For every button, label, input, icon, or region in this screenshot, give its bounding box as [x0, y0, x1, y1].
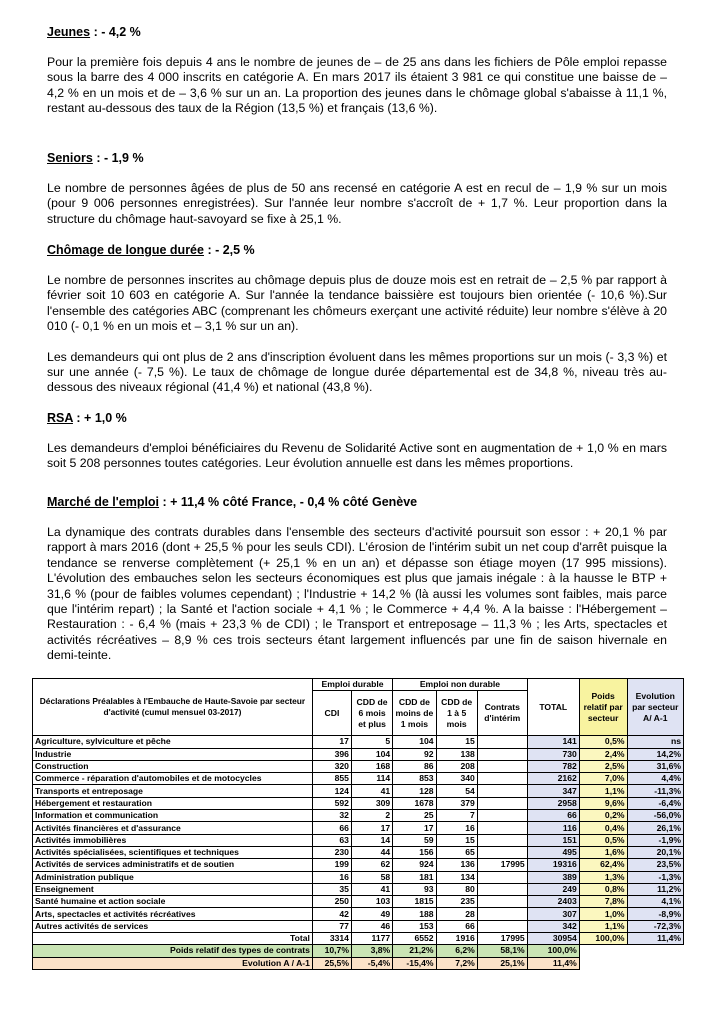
cell-cdd15: 28	[436, 908, 477, 920]
section-seniors	[47, 150, 667, 227]
cell-cdd1: 17	[393, 822, 436, 834]
cell-cdd15: 66	[436, 920, 477, 932]
cell-total: 141	[527, 736, 579, 748]
cell-poids: 1,3%	[579, 871, 627, 883]
section-heading: Marché de l'emploi : + 11,4 % côté France, - 0,4 % côté Genève	[47, 495, 418, 509]
table-row	[33, 736, 684, 748]
poids-label: Poids relatif des types de contrats	[33, 945, 313, 957]
cell-cdd1: 86	[393, 760, 436, 772]
cell-cdd15: 235	[436, 896, 477, 908]
cell-cdd6: 14	[351, 834, 392, 846]
cell-interim	[477, 846, 527, 858]
cell-cdd15: 15	[436, 736, 477, 748]
sector-label: Autres activités de services	[33, 920, 313, 932]
cell-cdd1: 104	[393, 736, 436, 748]
cell-total: 66	[527, 810, 579, 822]
cell-cdd15: 340	[436, 773, 477, 785]
cell-cdi: 63	[312, 834, 351, 846]
evolution-label: Evolution A / A-1	[33, 957, 313, 969]
header-cdd-moins-1-mois: CDD de moins de 1 mois	[393, 691, 436, 736]
cell-total: 116	[527, 822, 579, 834]
total-cdi: 3314	[312, 933, 351, 945]
cell-cdd1: 156	[393, 846, 436, 858]
cell-evolution: 31,6%	[627, 760, 683, 772]
cell-cdd1: 59	[393, 834, 436, 846]
cell-cdd1: 188	[393, 908, 436, 920]
section-paragraph: La dynamique des contrats durables dans l'ensemble des secteurs d'activité poursuit son essor : + 20,1 % par rapport à mars 2016 (dont + 25,5 % pour les seuls CDI). L'érosion de l'intérim subit un net coup d'arrêt puisque la tendance se renverse complètement (+ 25,1 % en un an) et dépasse son étiage moyen (17 995 missions). L'évolution des embauches selon les secteurs économiques est plus que jamais inégale : à la hausse le BTP + 31,6 % (pour de faibles volumes cependant) ; l'Industrie + 14,2 % (là aussi les volumes sont faibles, mais parce que l'intérim repart) ; la Santé et l'action sociale + 4,1 % ; le Commerce + 4,4 %. A la baisse : l'Hébergement – Restauration : - 6,4 % (mais + 23,3 % de CDI) ; le Transport et entreposage – 11,3 % ; les Arts, spectacles et activités récréatives – 8,9 % ces trois secteurs étant largement influencés par une fin de saison hivernale en demi-teinte.	[47, 525, 667, 663]
table-row	[33, 810, 684, 822]
cell-interim	[477, 810, 527, 822]
table-row	[33, 871, 684, 883]
cell-poids: 0,5%	[579, 736, 627, 748]
cell-total: 2958	[527, 797, 579, 809]
cell-cdd6: 44	[351, 846, 392, 858]
cell-evolution: 20,1%	[627, 846, 683, 858]
header-cdi: CDI	[312, 691, 351, 736]
sector-label: Administration publique	[33, 871, 313, 883]
cell-cdi: 16	[312, 871, 351, 883]
cell-evolution: 11,2%	[627, 883, 683, 895]
sector-label: Hébergement et restauration	[33, 797, 313, 809]
cell-total: 151	[527, 834, 579, 846]
cell-total: 730	[527, 748, 579, 760]
table-row	[33, 773, 684, 785]
header-evolution: Evolution par secteur A/ A-1	[627, 679, 683, 736]
cell-cdi: 35	[312, 883, 351, 895]
sector-label: Enseignement	[33, 883, 313, 895]
sector-label: Activités financières et d'assurance	[33, 822, 313, 834]
cell-cdi: 42	[312, 908, 351, 920]
section-heading: RSA : + 1,0 %	[47, 411, 127, 425]
section-heading: Seniors : - 1,9 %	[47, 151, 144, 165]
table-row	[33, 748, 684, 760]
cell-interim: 17995	[477, 859, 527, 871]
sector-label: Agriculture, sylviculture et pêche	[33, 736, 313, 748]
section-chomage-longue-duree	[47, 242, 667, 396]
cell-cdd6: 168	[351, 760, 392, 772]
cell-poids: 2,5%	[579, 760, 627, 772]
cell-cdi: 124	[312, 785, 351, 797]
section-paragraph: Le nombre de personnes âgées de plus de 50 ans recensé en catégorie A est en recul de – 1,9 % sur un mois (pour 9 006 personnes enregistrées). Sur l'année leur nombre s'accroît de + 1,7 %. Leur proportion dans la structure du chômage haut-savoyard se fixe à 25,1 %.	[47, 181, 667, 226]
poids-interim: 58,1%	[477, 945, 527, 957]
evolution-cdi: 25,5%	[312, 957, 351, 969]
cell-cdd15: 208	[436, 760, 477, 772]
cell-cdd6: 17	[351, 822, 392, 834]
sector-label: Activités immobilières	[33, 834, 313, 846]
evolution-cdd6: -5,4%	[351, 957, 392, 969]
header-poids: Poids relatif par secteur	[579, 679, 627, 736]
section-heading: Jeunes : - 4,2 %	[47, 25, 141, 39]
cell-cdi: 855	[312, 773, 351, 785]
cell-interim	[477, 748, 527, 760]
section-paragraph: Le nombre de personnes inscrites au chômage depuis plus de douze mois est en retrait de – 2,5 % par rapport à février soit 10 603 en catégorie A. Sur l'année la tendance baissière est toujours bien orientée (- 10,6 %).Sur l'ensemble des catégories ABC (comprenant les chômeurs exerçant une activité réduite) leur nombre s'élève à 20 010 (- 0,1 % en un mois et – 3,1 % sur un an).	[47, 273, 667, 334]
cell-evolution: -11,3%	[627, 785, 683, 797]
cell-evolution: -72,3%	[627, 920, 683, 932]
cell-cdd6: 103	[351, 896, 392, 908]
cell-poids: 7,0%	[579, 773, 627, 785]
cell-cdd6: 114	[351, 773, 392, 785]
evolution-cdd15: 7,2%	[436, 957, 477, 969]
cell-cdi: 250	[312, 896, 351, 908]
cell-cdd1: 1815	[393, 896, 436, 908]
cell-evolution: -8,9%	[627, 908, 683, 920]
cell-cdd15: 7	[436, 810, 477, 822]
cell-total: 19316	[527, 859, 579, 871]
cell-total: 2162	[527, 773, 579, 785]
total-evolution: 11,4%	[627, 933, 683, 945]
cell-interim	[477, 760, 527, 772]
cell-poids: 1,6%	[579, 846, 627, 858]
sector-label: Construction	[33, 760, 313, 772]
cell-cdd15: 138	[436, 748, 477, 760]
empty-cell	[579, 957, 627, 969]
total-interim: 17995	[477, 933, 527, 945]
total-poids: 100,0%	[579, 933, 627, 945]
cell-evolution: 14,2%	[627, 748, 683, 760]
table-row	[33, 760, 684, 772]
header-cdd-1-5-mois: CDD de 1 à 5 mois	[436, 691, 477, 736]
table-row	[33, 920, 684, 932]
cell-interim	[477, 736, 527, 748]
header-cdd-6-mois: CDD de 6 mois et plus	[351, 691, 392, 736]
cell-cdd6: 58	[351, 871, 392, 883]
section-paragraph: Les demandeurs qui ont plus de 2 ans d'inscription évoluent dans les mêmes proportions sur un mois (- 3,3 %) et sur une année (- 7,5 %). Le taux de chômage de longue durée départemental est de 34,8 %, niveau très au-dessous des niveaux régional (41,4 %) et national (43,8 %).	[47, 349, 667, 395]
empty-cell	[627, 945, 683, 957]
sector-label: Information et communication	[33, 810, 313, 822]
section-paragraph: Pour la première fois depuis 4 ans le nombre de jeunes de – de 25 ans dans les fichiers de Pôle emploi repasse sous la barre des 4 000 inscrits en catégorie A. En mars 2017 ils étaient 3 981 ce qui constitue une baisse de – 4,2 % en un mois et de – 3,6 % sur un an. La proportion des jeunes dans le chômage global s'abaisse à 11,1 %, restant au-dessous des taux de la Région (13,5 %) et français (13,6 %).	[47, 55, 667, 116]
cell-total: 307	[527, 908, 579, 920]
total-cdd1: 6552	[393, 933, 436, 945]
cell-cdi: 32	[312, 810, 351, 822]
cell-cdd15: 136	[436, 859, 477, 871]
cell-total: 249	[527, 883, 579, 895]
cell-poids: 9,6%	[579, 797, 627, 809]
total-row	[33, 933, 684, 945]
cell-cdd6: 41	[351, 785, 392, 797]
cell-cdd1: 853	[393, 773, 436, 785]
cell-cdd15: 379	[436, 797, 477, 809]
total-label: Total	[33, 933, 313, 945]
cell-poids: 0,4%	[579, 822, 627, 834]
cell-poids: 7,8%	[579, 896, 627, 908]
cell-cdd15: 15	[436, 834, 477, 846]
sector-label: Activités spécialisées, scientifiques et techniques	[33, 846, 313, 858]
table-row	[33, 896, 684, 908]
total-total: 30954	[527, 933, 579, 945]
cell-evolution: 26,1%	[627, 822, 683, 834]
cell-cdd6: 49	[351, 908, 392, 920]
evolution-total: 11,4%	[527, 957, 579, 969]
cell-evolution: 4,1%	[627, 896, 683, 908]
table-row	[33, 822, 684, 834]
table-row	[33, 797, 684, 809]
cell-cdi: 66	[312, 822, 351, 834]
cell-cdd15: 80	[436, 883, 477, 895]
cell-cdd6: 46	[351, 920, 392, 932]
cell-interim	[477, 797, 527, 809]
cell-cdd6: 104	[351, 748, 392, 760]
cell-poids: 0,5%	[579, 834, 627, 846]
cell-cdd6: 309	[351, 797, 392, 809]
cell-poids: 2,4%	[579, 748, 627, 760]
cell-evolution: -1,3%	[627, 871, 683, 883]
poids-cdd15: 6,2%	[436, 945, 477, 957]
table-title: Déclarations Préalables à l'Embauche de Haute-Savoie par secteur d'activité (cumul mensuel 03-2017)	[33, 679, 313, 736]
cell-poids: 1,1%	[579, 785, 627, 797]
table-row	[33, 883, 684, 895]
cell-cdi: 230	[312, 846, 351, 858]
poids-cdd6: 3,8%	[351, 945, 392, 957]
cell-poids: 0,8%	[579, 883, 627, 895]
total-cdd15: 1916	[436, 933, 477, 945]
section-jeunes	[47, 24, 667, 117]
cell-cdd15: 65	[436, 846, 477, 858]
cell-cdd6: 2	[351, 810, 392, 822]
cell-interim	[477, 883, 527, 895]
sector-label: Transports et entreposage	[33, 785, 313, 797]
evolution-interim: 25,1%	[477, 957, 527, 969]
poids-cdi: 10,7%	[312, 945, 351, 957]
cell-interim	[477, 908, 527, 920]
table-row	[33, 859, 684, 871]
evolution-row	[33, 957, 684, 969]
poids-cdd1: 21,2%	[393, 945, 436, 957]
table-row	[33, 785, 684, 797]
cell-cdi: 199	[312, 859, 351, 871]
cell-cdd1: 181	[393, 871, 436, 883]
cell-total: 347	[527, 785, 579, 797]
sector-label: Arts, spectacles et activités récréatives	[33, 908, 313, 920]
sector-label: Industrie	[33, 748, 313, 760]
cell-interim	[477, 871, 527, 883]
cell-total: 389	[527, 871, 579, 883]
total-cdd6: 1177	[351, 933, 392, 945]
cell-evolution: 4,4%	[627, 773, 683, 785]
cell-cdd6: 41	[351, 883, 392, 895]
poids-row	[33, 945, 684, 957]
section-heading: Chômage de longue durée : - 2,5 %	[47, 243, 255, 257]
cell-interim	[477, 834, 527, 846]
cell-cdd1: 153	[393, 920, 436, 932]
cell-cdd1: 1678	[393, 797, 436, 809]
cell-poids: 1,0%	[579, 908, 627, 920]
cell-cdd6: 62	[351, 859, 392, 871]
cell-cdi: 592	[312, 797, 351, 809]
cell-interim	[477, 920, 527, 932]
cell-cdd1: 92	[393, 748, 436, 760]
sector-label: Activités de services administratifs et de soutien	[33, 859, 313, 871]
cell-interim	[477, 896, 527, 908]
header-emploi-non-durable: Emploi non durable	[393, 679, 528, 691]
cell-evolution: ns	[627, 736, 683, 748]
cell-cdd1: 128	[393, 785, 436, 797]
table-row	[33, 908, 684, 920]
cell-evolution: -56,0%	[627, 810, 683, 822]
cell-interim	[477, 785, 527, 797]
table-body	[33, 736, 684, 970]
cell-evolution: -6,4%	[627, 797, 683, 809]
section-marche-emploi	[47, 494, 667, 664]
dpae-table	[32, 678, 684, 970]
sector-label: Commerce - réparation d'automobiles et de motocycles	[33, 773, 313, 785]
cell-total: 495	[527, 846, 579, 858]
cell-cdi: 77	[312, 920, 351, 932]
cell-total: 2403	[527, 896, 579, 908]
section-rsa	[47, 410, 667, 472]
poids-total: 100,0%	[527, 945, 579, 957]
cell-cdi: 396	[312, 748, 351, 760]
cell-cdd1: 93	[393, 883, 436, 895]
cell-cdi: 17	[312, 736, 351, 748]
cell-cdd15: 134	[436, 871, 477, 883]
table-row	[33, 846, 684, 858]
header-total: TOTAL	[527, 679, 579, 736]
section-paragraph: Les demandeurs d'emploi bénéficiaires du Revenu de Solidarité Active sont en augmentation de + 1,0 % en mars soit 5 208 personnes toutes catégories. Leur évolution annuelle est dans les mêmes proportions.	[47, 441, 667, 471]
header-emploi-durable: Emploi durable	[312, 679, 392, 691]
cell-total: 782	[527, 760, 579, 772]
cell-cdd1: 25	[393, 810, 436, 822]
sector-label: Santé humaine et action sociale	[33, 896, 313, 908]
cell-evolution: 23,5%	[627, 859, 683, 871]
cell-total: 342	[527, 920, 579, 932]
header-interim: Contrats d'intérim	[477, 691, 527, 736]
evolution-cdd1: -15,4%	[393, 957, 436, 969]
cell-poids: 1,1%	[579, 920, 627, 932]
cell-evolution: -1,9%	[627, 834, 683, 846]
table-row	[33, 834, 684, 846]
cell-poids: 0,2%	[579, 810, 627, 822]
cell-poids: 62,4%	[579, 859, 627, 871]
empty-cell	[579, 945, 627, 957]
cell-cdd6: 5	[351, 736, 392, 748]
empty-cell	[627, 957, 683, 969]
cell-cdd15: 16	[436, 822, 477, 834]
cell-interim	[477, 822, 527, 834]
cell-interim	[477, 773, 527, 785]
cell-cdd1: 924	[393, 859, 436, 871]
cell-cdi: 320	[312, 760, 351, 772]
cell-cdd15: 54	[436, 785, 477, 797]
